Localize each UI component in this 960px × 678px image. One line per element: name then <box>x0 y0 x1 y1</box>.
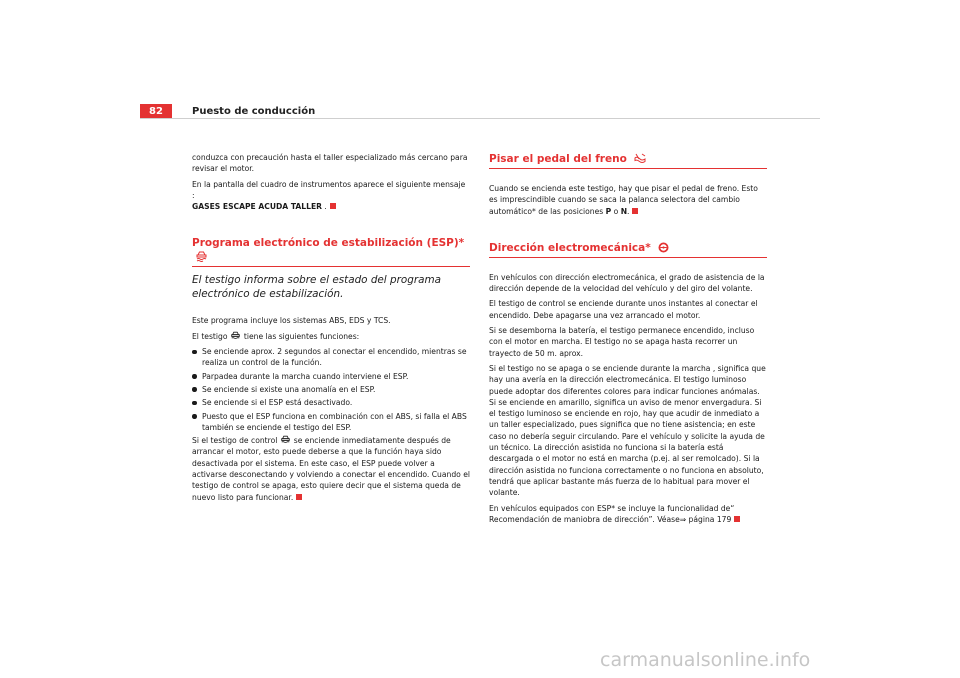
gear-position-n: N <box>620 206 628 216</box>
right-column <box>489 152 767 529</box>
esp-skid-icon <box>280 435 291 445</box>
list-item: Puesto que el ESP funciona en combinación con el ABS, si falla el ABS también se enciende el testigo del ESP. <box>192 411 470 434</box>
display-message: GASES ESCAPE ACUDA TALLER <box>192 202 323 212</box>
section-heading-steering: Dirección electromecánica* <box>489 241 767 258</box>
steering-wheel-warning-icon <box>657 242 670 253</box>
section-heading-esp: Programa electrónico de estabilización (ESP)* <box>192 236 470 267</box>
paragraph: En vehículos equipados con ESP* se incluye la funcionalidad de“ Recomendación de maniobra de dirección”. Véase⇒ página 179 <box>489 503 767 526</box>
section-heading-brake: Pisar el pedal del freno <box>489 152 767 169</box>
watermark: carmanualsonline.info <box>600 649 811 671</box>
paragraph: En vehículos con dirección electromecánica, el grado de asistencia de la dirección depende de la velocidad del vehículo y del giro del volante. <box>489 272 765 294</box>
esp-skid-icon <box>195 251 208 262</box>
end-marker-icon <box>330 203 336 209</box>
paragraph: El testigo de control se enciende durante unos instantes al conectar el encendido. Debe apagarse una vez arrancado el motor. <box>489 299 758 320</box>
page-reference-link[interactable]: página 179 <box>686 514 732 524</box>
end-marker-icon <box>296 494 302 500</box>
brake-pedal-icon <box>633 153 647 164</box>
page-number: 82 <box>140 104 172 119</box>
section-intro: El testigo informa sobre el estado del programa electrónico de estabilización. <box>192 274 441 301</box>
paragraph: Cuando se encienda este testigo, hay que pisar el pedal de freno. Esto es imprescindible cuando se saca la palanca selectora del cambio automático* de las posiciones P o N. <box>489 184 758 216</box>
list-item: Se enciende si el ESP está desactivado. <box>192 397 470 408</box>
paragraph: Si se desemborna la batería, el testigo permanece encendido, incluso con el motor en marcha. El testigo no se apaga hasta recorrer un trayecto de 50 m. aprox. <box>489 326 755 358</box>
esp-skid-icon <box>230 331 241 341</box>
list-item: Parpadea durante la marcha cuando interviene el ESP. <box>192 371 470 382</box>
paragraph: El testigo tiene las siguientes funciones: <box>192 331 360 341</box>
left-column <box>192 152 470 507</box>
arrow-icon: ⇒ <box>679 514 687 524</box>
paragraph: Si el testigo de control se enciende inmediatamente después de arrancar el motor, esto puede deberse a que la función haya sido desactivada por el sistema. En este caso, el ESP puede volver a activarse desconectando y volviendo a conectar el encendido. Cuando el testigo de control se apaga, esto quiere decir que el sistema queda de nuevo listo para funcionar. <box>192 436 470 502</box>
end-marker-icon <box>632 208 638 214</box>
end-marker-icon <box>734 516 740 522</box>
paragraph: En la pantalla del cuadro de instrumentos aparece el siguiente mensaje : GASES ESCAPE ACUDA TALLER . <box>192 179 466 212</box>
list-item: Se enciende aprox. 2 segundos al conectar el encendido, mientras se realiza un control de la función. <box>192 346 470 369</box>
paragraph: conduzca con precaución hasta el taller especializado más cercano para revisar el motor. <box>192 153 468 174</box>
paragraph: Este programa incluye los sistemas ABS, EDS y TCS. <box>192 316 391 326</box>
page-header-title: Puesto de conducción <box>192 106 316 117</box>
gear-position-p: P <box>605 206 612 216</box>
list-item: Se enciende si existe una anomalía en el ESP. <box>192 384 470 395</box>
header-rule <box>140 118 820 119</box>
paragraph: Si el testigo no se apaga o se enciende durante la marcha , significa que hay una avería en la dirección electromecánica. El testigo luminoso puede adoptar dos diferentes colores para indicar funciones anómalas. Si se enciende en amarillo, significa un aviso de menor envergadura. Si el testigo luminoso se enciende en rojo, hay que acudir de inmediato a un taller especializado, pues significa que no tiene asistencia; en este caso no debería seguir circulando. Pare el vehículo y solicite la ayuda de un técnico. La dirección asistida no funciona si la batería está descargada o el motor no está en marcha (p.ej. al ser remolcado). Si la dirección asistida no funciona correctamente o no funciona en absoluto, tendrá que aplicar bastante más fuerza de lo habitual para mover el volante. <box>489 363 766 498</box>
